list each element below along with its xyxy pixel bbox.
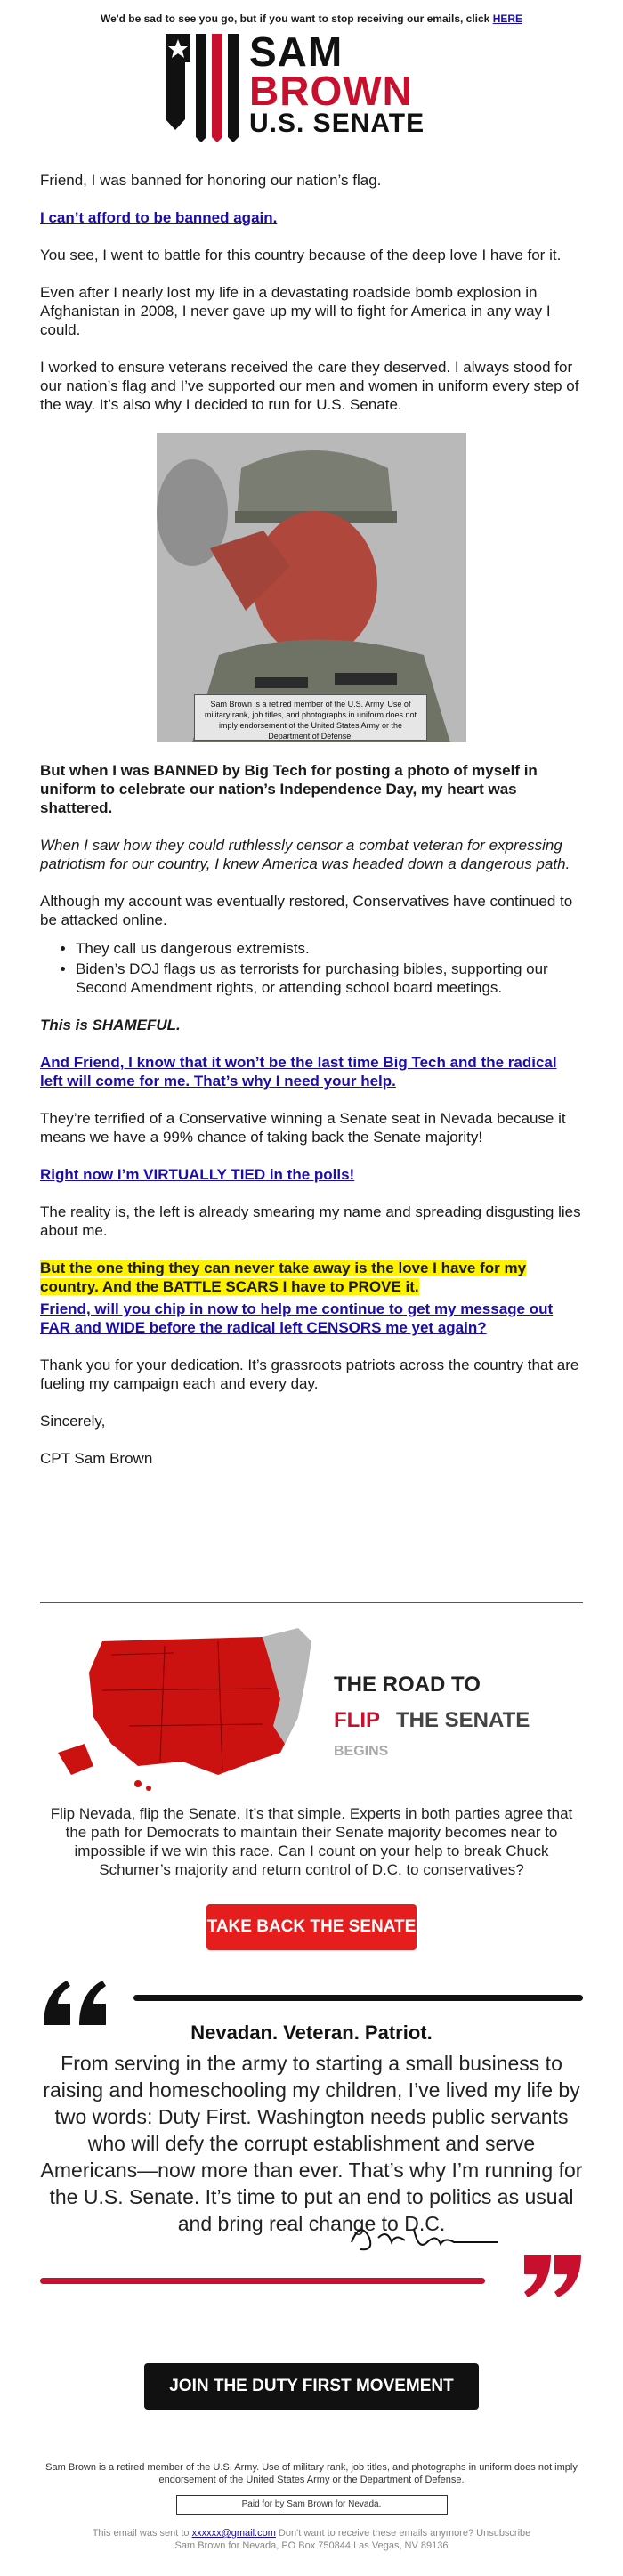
paid-for-box: Paid for by Sam Brown for Nevada. <box>176 2495 448 2515</box>
signature-icon <box>343 2216 503 2260</box>
military-disclaimer: Sam Brown is a retired member of the U.S. Army. Use of military rank, job titles, and photographs in uniform does not imply endorsement of the United States Army or the Department of Defense. <box>45 2462 578 2485</box>
photo-disclaimer-caption: Sam Brown is a retired member of the U.S. Army. Use of military rank, job titles, and photographs in uniform does not imply endorsement of the United States Army or the Department of Defense. <box>194 694 427 741</box>
footer-unsubscribe-text[interactable]: Don't want to receive these emails anymore? Unsubscribe <box>275 2528 531 2539</box>
veterans-paragraph: I worked to ensure veterans received the care they deserved. I always stood for our nation’s flag and I’ve supported our men and women in uniform every step of the way. It’s also why I decided to run for U.S. Senate. <box>40 359 579 413</box>
unsubscribe-text: We'd be sad to see you go, but if you want to stop receiving our emails, click <box>100 12 493 25</box>
attack-list <box>76 939 583 997</box>
list-item: • Biden’s DOJ flags us as terrorists for purchasing bibles, supporting our Second Amendment rights, or attending school board meetings. <box>76 960 583 997</box>
need-your-help-link[interactable]: And Friend, I know that it won’t be the last time Big Tech and the radical left will come for me. That’s why I need your help. <box>40 1054 557 1090</box>
unsubscribe-notice <box>0 0 623 30</box>
campaign-logo <box>160 30 463 146</box>
shameful-paragraph: This is SHAMEFUL. <box>40 1017 181 1033</box>
road-line-flip: FLIP <box>334 1708 380 1732</box>
smearing-paragraph: The reality is, the left is already smearing my name and spreading disgusting lies about me. <box>40 1203 581 1239</box>
censor-paragraph: When I saw how they could ruthlessly censor a combat veteran for expressing patriotism for our country, I knew America was headed down a dangerous path. <box>40 837 570 872</box>
logo-line-brown: BROWN <box>249 68 413 114</box>
footer-address: Sam Brown for Nevada, PO Box 750844 Las Vegas, NV 89136 <box>174 2540 449 2551</box>
quote-section <box>40 1975 583 2349</box>
recipient-email-link[interactable]: xxxxxx@gmail.com <box>191 2528 276 2539</box>
quote-body: From serving in the army to starting a small business to raising and homeschooling my children, I’ve lived my life by two words: Duty First. Washington needs public servants who will defy the corrupt establishment and serve Americans—now more than ever. That’s why I’m running for the U.S. Senate. It’s time to put an end to politics as usual and bring real change to D.C. <box>40 2052 583 2235</box>
section-divider <box>40 1602 583 1603</box>
afghanistan-paragraph: Even after I nearly lost my life in a devastating roadside bomb explosion in Afghanistan in 2008, I never gave up my will to fight for America in any way I could. <box>40 284 551 338</box>
unsubscribe-link[interactable]: HERE <box>492 12 523 25</box>
open-quote-icon <box>40 1975 111 2029</box>
flip-nevada-paragraph: Flip Nevada, flip the Senate. It’s that simple. Experts in both parties agree that the path for Democrats to maintain their Senate majority becomes near to impossible if we win this race. Can I count on your help to break Chuck Schumer’s majority and return control of D.C. to conservatives? <box>50 1805 573 1878</box>
us-map-icon <box>40 1619 325 1797</box>
quote-bottom-bar <box>40 2278 485 2284</box>
battle-scars-highlight: But the one thing they can never take away is the love I have for my country. And the BATTLE SCARS I have to PROVE it. <box>40 1260 527 1295</box>
flag-stripes-icon <box>160 30 246 146</box>
footer-sent-prefix: This email was sent to <box>92 2528 192 2539</box>
road-to-flip-banner <box>40 1619 583 1797</box>
battle-paragraph: You see, I went to battle for this country because of the deep love I have for it. <box>40 247 562 263</box>
banned-paragraph: But when I was BANNED by Big Tech for posting a photo of myself in uniform to celebrate our nation’s Independence Day, my heart was shattered. <box>40 762 538 816</box>
take-back-senate-button[interactable]: TAKE BACK THE SENATE <box>206 1904 417 1950</box>
email-body <box>0 146 623 1468</box>
join-duty-first-button[interactable]: JOIN THE DUTY FIRST MOVEMENT <box>144 2363 479 2410</box>
terrified-paragraph: They’re terrified of a Conservative winning a Senate seat in Nevada because it means we have a 99% chance of taking back the Senate majority! <box>40 1110 566 1146</box>
polls-link[interactable]: Right now I’m VIRTUALLY TIED in the polls! <box>40 1166 355 1183</box>
list-item: • They call us dangerous extremists. <box>76 939 583 958</box>
intro-paragraph: Friend, I was banned for honoring our nation’s flag. <box>40 172 382 189</box>
close-quote-icon <box>521 2251 583 2301</box>
quote-title: Nevadan. Veteran. Patriot. <box>190 2021 433 2044</box>
road-line-begins: BEGINS <box>334 1744 389 1759</box>
logo-line-sam: SAM <box>249 28 344 75</box>
restored-paragraph: Although my account was eventually restored, Conservatives have continued to be attacked online. <box>40 893 573 928</box>
thank-you-paragraph: Thank you for your dedication. It’s grassroots patriots across the country that are fueling my campaign each and every day. <box>40 1357 579 1392</box>
salute-photo <box>157 433 466 742</box>
email-footer <box>40 2527 583 2552</box>
signature-name: CPT Sam Brown <box>40 1450 153 1467</box>
chip-in-link[interactable]: Friend, will you chip in now to help me continue to get my message out FAR and WIDE before the radical left CENSORS me yet again? <box>40 1300 554 1336</box>
quote-top-bar <box>134 1995 583 2001</box>
banned-again-link[interactable]: I can’t afford to be banned again. <box>40 209 278 226</box>
sincerely-text: Sincerely, <box>40 1413 106 1430</box>
road-line-1: THE ROAD TO <box>334 1673 481 1697</box>
road-line-senate: THE SENATE <box>396 1708 530 1732</box>
logo-line-senate: U.S. SENATE <box>249 109 425 138</box>
